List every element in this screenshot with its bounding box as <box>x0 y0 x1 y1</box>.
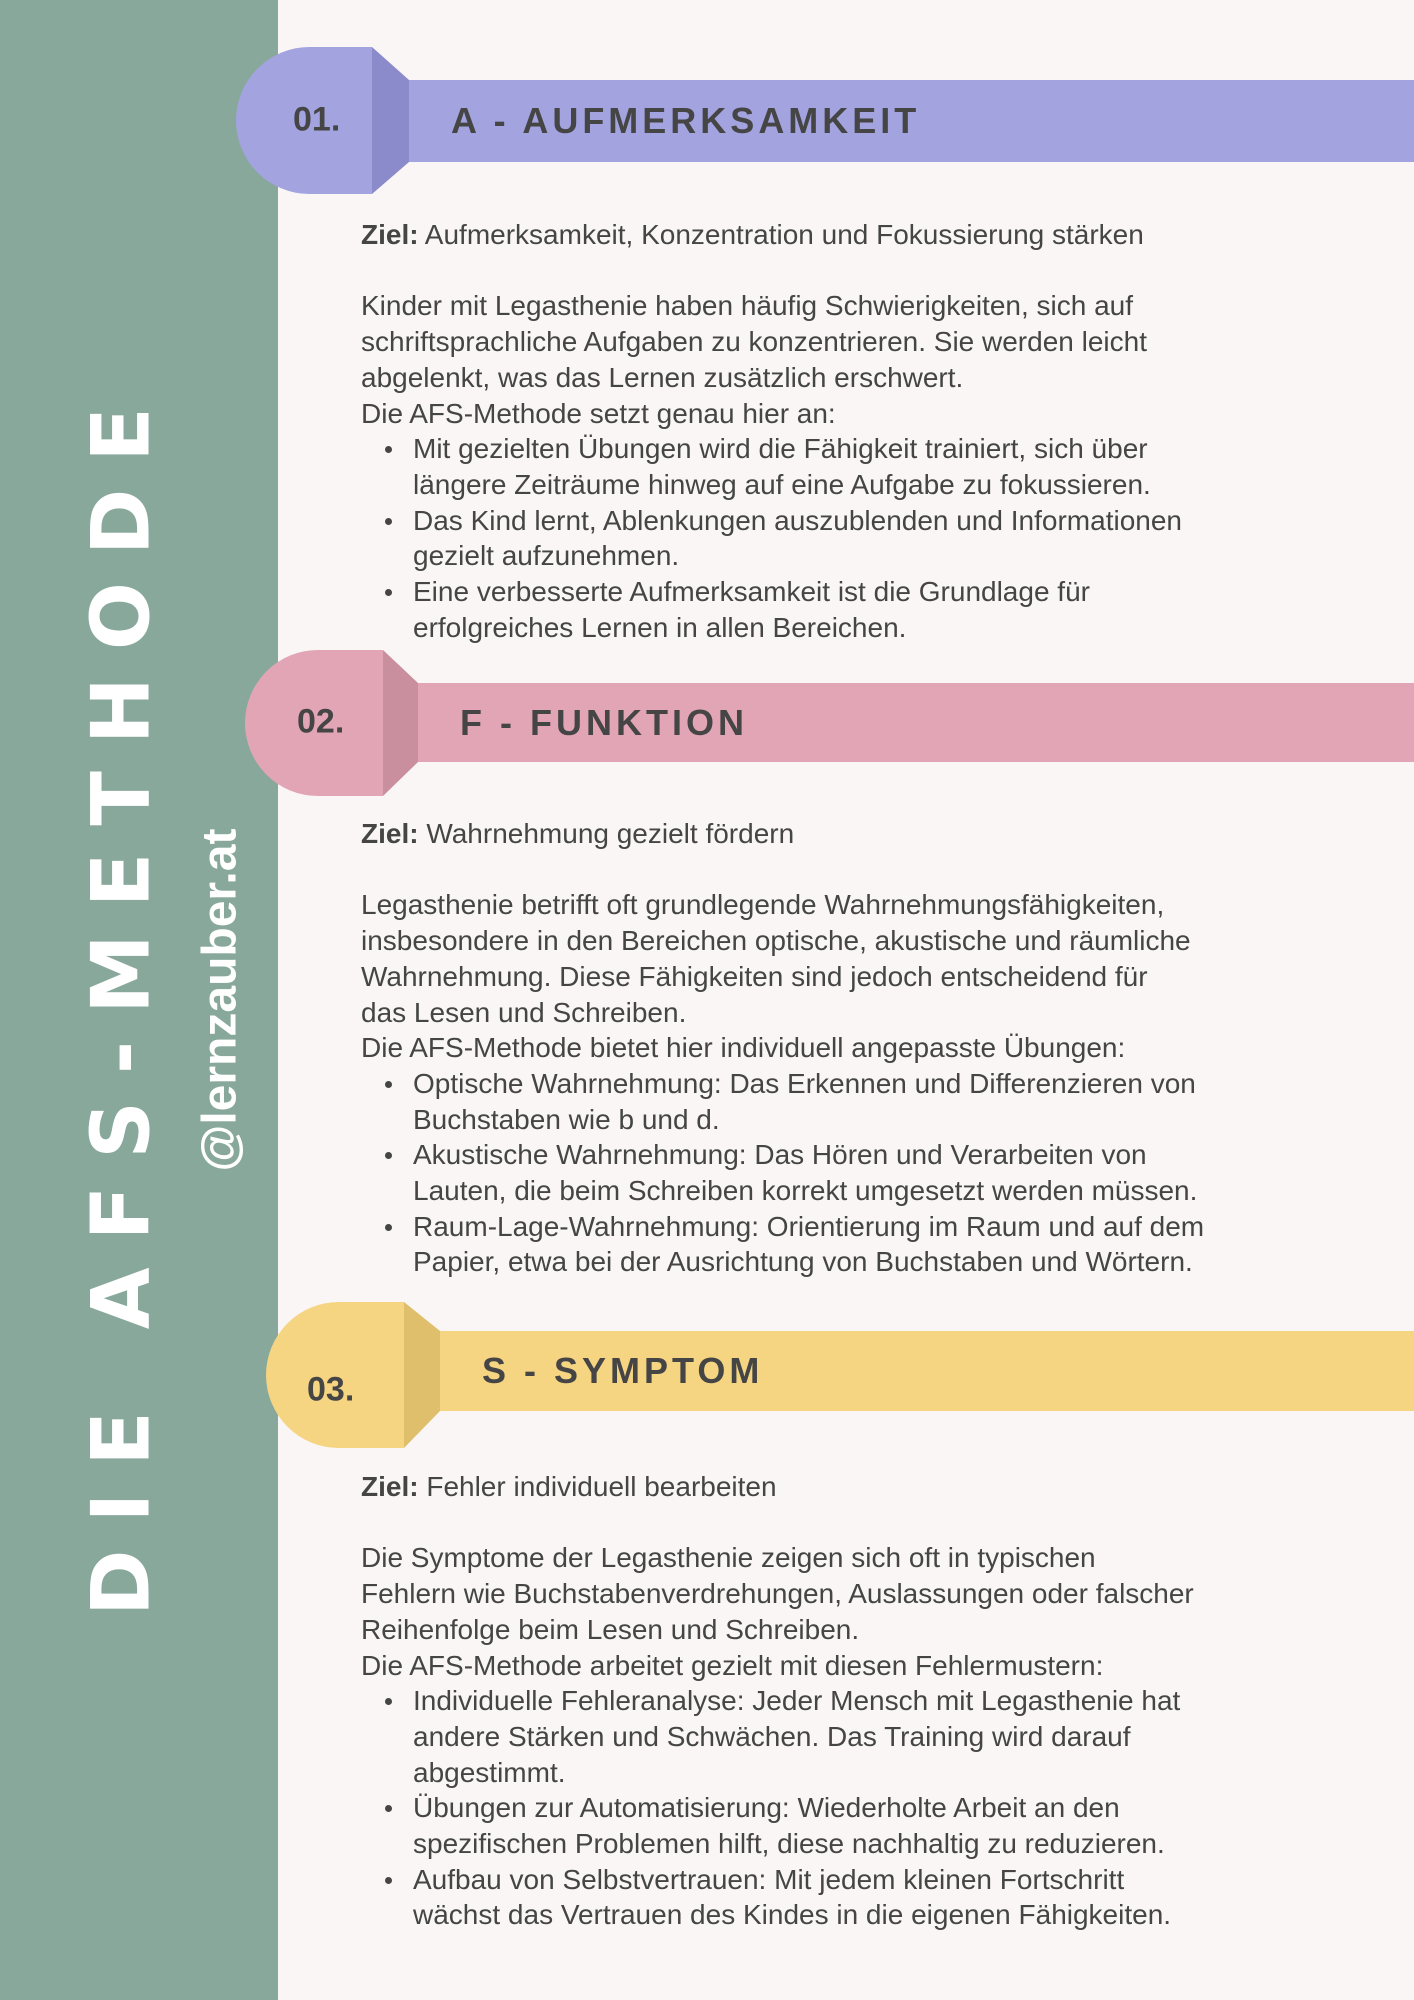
bullet-item <box>413 1862 1381 1933</box>
goal-text: Wahrnehmung gezielt fördern <box>418 818 795 849</box>
badge-bevel <box>383 650 418 796</box>
bullet-item <box>413 503 1381 574</box>
goal-label: Ziel: <box>361 818 419 849</box>
bullet-line: andere Stärken und Schwächen. Das Training wird darauf <box>413 1720 1131 1752</box>
bullet-line: Lauten, die beim Schreiben korrekt umgesetzt werden müssen. <box>413 1175 1198 1207</box>
goal-label: Ziel: <box>361 219 419 250</box>
bullet-line: Aufbau von Selbstvertrauen: Mit jedem kleinen Fortschritt <box>413 1863 1125 1895</box>
bullet-line: Optische Wahrnehmung: Das Erkennen und Differenzieren von <box>413 1067 1196 1099</box>
paragraph-line: Die AFS-Methode bietet hier individuell angepasste Übungen: <box>361 1032 1126 1064</box>
bullet-line: Individuelle Fehleranalyse: Jeder Mensch mit Legasthenie hat <box>413 1685 1181 1717</box>
badge-bevel <box>404 1302 440 1448</box>
bullet-item <box>413 431 1381 502</box>
bullet-line: Das Kind lernt, Ablenkungen auszublenden und Informationen <box>413 504 1182 536</box>
bullet-item <box>413 1066 1381 1137</box>
paragraph-line: Reihenfolge beim Lesen und Schreiben. <box>361 1613 860 1645</box>
paragraph-line: Fehlern wie Buchstabenverdrehungen, Auslassungen oder falscher <box>361 1578 1194 1610</box>
goal-line <box>361 217 1381 253</box>
goal-line <box>361 1469 1381 1505</box>
bullet-line: spezifischen Problemen hilft, diese nachhaltig zu reduzieren. <box>413 1828 1165 1860</box>
bullet-line: gezielt aufzunehmen. <box>413 540 680 572</box>
paragraph-line: insbesondere in den Bereichen optische, akustische und räumliche <box>361 925 1191 957</box>
bullet-list <box>361 1683 1381 1933</box>
bullet-line: Papier, etwa bei der Ausrichtung von Buchstaben und Wörtern. <box>413 1246 1193 1278</box>
sidebar <box>0 0 278 2000</box>
section-body <box>361 816 1381 1280</box>
paragraph-line: Legasthenie betrifft oft grundlegende Wahrnehmungsfähigkeiten, <box>361 889 1165 921</box>
bullet-item <box>413 1683 1381 1790</box>
bullet-line: längere Zeiträume hinweg auf eine Aufgabe zu fokussieren. <box>413 468 1151 500</box>
bullet-line: abgestimmt. <box>413 1756 566 1788</box>
section-title: F - FUNKTION <box>460 701 748 743</box>
paragraph-line: abgelenkt, was das Lernen zusätzlich erschwert. <box>361 361 964 393</box>
social-handle: @lernzauber.at <box>193 828 247 1172</box>
section-number: 01. <box>293 100 341 139</box>
paragraph-line: Die AFS-Methode setzt genau hier an: <box>361 397 836 429</box>
bullet-line: Raum-Lage-Wahrnehmung: Orientierung im Raum und auf dem <box>413 1210 1205 1242</box>
goal-line <box>361 816 1381 852</box>
section-number: 03. <box>307 1370 355 1409</box>
bullet-line: Eine verbesserte Aufmerksamkeit ist die Grundlage für <box>413 576 1090 608</box>
section-body <box>361 217 1381 645</box>
bullet-line: Mit gezielten Übungen wird die Fähigkeit trainiert, sich über <box>413 433 1148 465</box>
bullet-line: Akustische Wahrnehmung: Das Hören und Verarbeiten von <box>413 1139 1147 1171</box>
paragraph-line: Wahrnehmung. Diese Fähigkeiten sind jedoch entscheidend für <box>361 960 1148 992</box>
bullet-item <box>413 1209 1381 1280</box>
paragraph-line: Die Symptome der Legasthenie zeigen sich oft in typischen <box>361 1542 1096 1574</box>
bullet-line: wächst das Vertrauen des Kindes in die eigenen Fähigkeiten. <box>413 1899 1172 1931</box>
bullet-list <box>361 1066 1381 1280</box>
goal-text: Fehler individuell bearbeiten <box>418 1471 777 1502</box>
section-title: S - SYMPTOM <box>482 1350 764 1391</box>
goal-text: Aufmerksamkeit, Konzentration und Fokussierung stärken <box>418 219 1144 250</box>
bullet-line: erfolgreiches Lernen in allen Bereichen. <box>413 611 907 643</box>
section-number: 02. <box>297 702 345 741</box>
vertical-title: DIE AFS-METHODE <box>74 380 168 1616</box>
section-body <box>361 1469 1381 1933</box>
bullet-item <box>413 1137 1381 1208</box>
bullet-list <box>361 431 1381 645</box>
badge-bevel <box>372 47 409 194</box>
paragraph-line: Die AFS-Methode arbeitet gezielt mit diesen Fehlermustern: <box>361 1649 1104 1681</box>
paragraph-line: das Lesen und Schreiben. <box>361 996 687 1028</box>
bullet-item <box>413 1790 1381 1861</box>
goal-label: Ziel: <box>361 1471 419 1502</box>
paragraph-line: Kinder mit Legasthenie haben häufig Schwierigkeiten, sich auf <box>361 290 1134 322</box>
bullet-line: Buchstaben wie b und d. <box>413 1103 720 1135</box>
paragraph-line: schriftsprachliche Aufgaben zu konzentrieren. Sie werden leicht <box>361 326 1147 358</box>
section-title: A - AUFMERKSAMKEIT <box>451 100 921 141</box>
bullet-line: Übungen zur Automatisierung: Wiederholte Arbeit an den <box>413 1792 1120 1824</box>
bullet-item <box>413 574 1381 645</box>
